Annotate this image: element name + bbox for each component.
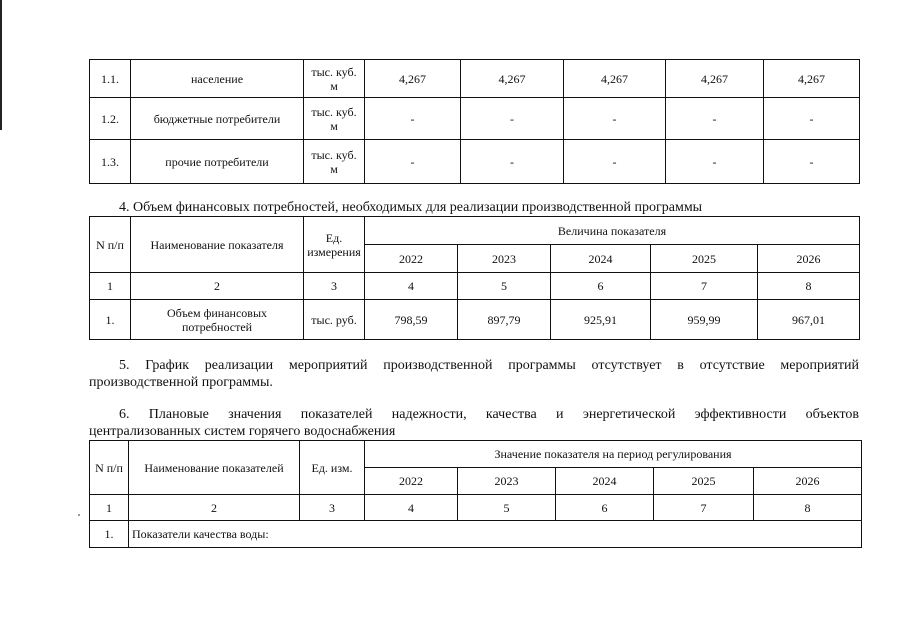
year-header: 2024 bbox=[556, 468, 654, 495]
value-cell: - bbox=[764, 98, 860, 140]
value-cell: - bbox=[564, 98, 666, 140]
consumption-table bbox=[89, 59, 860, 184]
row-name: Объем финансовых потребностей bbox=[131, 300, 304, 340]
value-cell: 959,99 bbox=[651, 300, 758, 340]
header-num: N п/п bbox=[90, 217, 131, 273]
column-index: 7 bbox=[651, 273, 758, 300]
row-unit: тыс. руб. bbox=[304, 300, 365, 340]
column-index: 3 bbox=[300, 495, 365, 521]
header-num: N п/п bbox=[90, 441, 129, 495]
value-cell: 4,267 bbox=[365, 60, 461, 98]
column-index: 1 bbox=[90, 495, 129, 521]
value-cell: 4,267 bbox=[666, 60, 764, 98]
table-row bbox=[90, 140, 860, 184]
header-group: Значение показателя на период регулирования bbox=[365, 441, 862, 468]
value-cell: 967,01 bbox=[758, 300, 860, 340]
column-index: 3 bbox=[304, 273, 365, 300]
column-index: 4 bbox=[365, 495, 458, 521]
row-num: 1.2. bbox=[90, 98, 131, 140]
section-5-text bbox=[89, 357, 859, 391]
column-index: 5 bbox=[458, 273, 551, 300]
value-cell: - bbox=[764, 140, 860, 184]
row-name: прочие потребители bbox=[131, 140, 304, 184]
value-cell: 4,267 bbox=[461, 60, 564, 98]
year-header: 2023 bbox=[458, 245, 551, 273]
column-index: 1 bbox=[90, 273, 131, 300]
column-index: 6 bbox=[551, 273, 651, 300]
header-unit: Ед. измерения bbox=[304, 217, 365, 273]
year-header: 2026 bbox=[758, 245, 860, 273]
row-num: 1. bbox=[90, 521, 129, 548]
column-index: 6 bbox=[556, 495, 654, 521]
column-index: 4 bbox=[365, 273, 458, 300]
header-group: Величина показателя bbox=[365, 217, 860, 245]
section-5-paragraph: 5. График реализации мероприятий производственной программы отсутствует в отсутствие мероприятий производственной программы. bbox=[89, 358, 859, 390]
row-unit: тыс. куб. м bbox=[304, 60, 365, 98]
header-name: Наименование показателей bbox=[129, 441, 300, 495]
value-cell: - bbox=[461, 140, 564, 184]
row-num: 1. bbox=[90, 300, 131, 340]
quality-indicators-table bbox=[89, 440, 862, 548]
section-4-title: 4. Объем финансовых потребностей, необходимых для реализации производственной программы bbox=[119, 200, 703, 215]
financial-needs-table bbox=[89, 216, 860, 340]
section-6-title-line2: централизованных систем горячего водоснабжения bbox=[89, 424, 396, 439]
section-6-title-line1: 6. Плановые значения показателей надежности, качества и энергетической эффективности объектов bbox=[119, 407, 859, 422]
year-header: 2022 bbox=[365, 468, 458, 495]
header-unit: Ед. изм. bbox=[300, 441, 365, 495]
value-cell: - bbox=[365, 140, 461, 184]
value-cell: 4,267 bbox=[564, 60, 666, 98]
value-cell: - bbox=[666, 98, 764, 140]
row-unit: тыс. куб. м bbox=[304, 98, 365, 140]
value-cell: - bbox=[666, 140, 764, 184]
column-index: 8 bbox=[754, 495, 862, 521]
value-cell: - bbox=[564, 140, 666, 184]
value-cell: - bbox=[365, 98, 461, 140]
row-num: 1.3. bbox=[90, 140, 131, 184]
value-cell: 897,79 bbox=[458, 300, 551, 340]
row-name: Показатели качества воды: bbox=[129, 521, 862, 548]
year-header: 2024 bbox=[551, 245, 651, 273]
column-index: 2 bbox=[129, 495, 300, 521]
header-name: Наименование показателя bbox=[131, 217, 304, 273]
year-header: 2025 bbox=[654, 468, 754, 495]
year-header: 2025 bbox=[651, 245, 758, 273]
page-edge-line bbox=[0, 0, 2, 130]
column-index: 2 bbox=[131, 273, 304, 300]
value-cell: 925,91 bbox=[551, 300, 651, 340]
value-cell: 798,59 bbox=[365, 300, 458, 340]
column-index: 7 bbox=[654, 495, 754, 521]
row-num: 1.1. bbox=[90, 60, 131, 98]
year-header: 2026 bbox=[754, 468, 862, 495]
column-index: 5 bbox=[458, 495, 556, 521]
table-row bbox=[90, 60, 860, 98]
section-6-title bbox=[89, 406, 859, 440]
table-row bbox=[90, 98, 860, 140]
row-name: бюджетные потребители bbox=[131, 98, 304, 140]
row-unit: тыс. куб. м bbox=[304, 140, 365, 184]
column-index: 8 bbox=[758, 273, 860, 300]
value-cell: 4,267 bbox=[764, 60, 860, 98]
year-header: 2022 bbox=[365, 245, 458, 273]
year-header: 2023 bbox=[458, 468, 556, 495]
value-cell: - bbox=[461, 98, 564, 140]
row-name: население bbox=[131, 60, 304, 98]
scan-mark bbox=[78, 514, 80, 516]
